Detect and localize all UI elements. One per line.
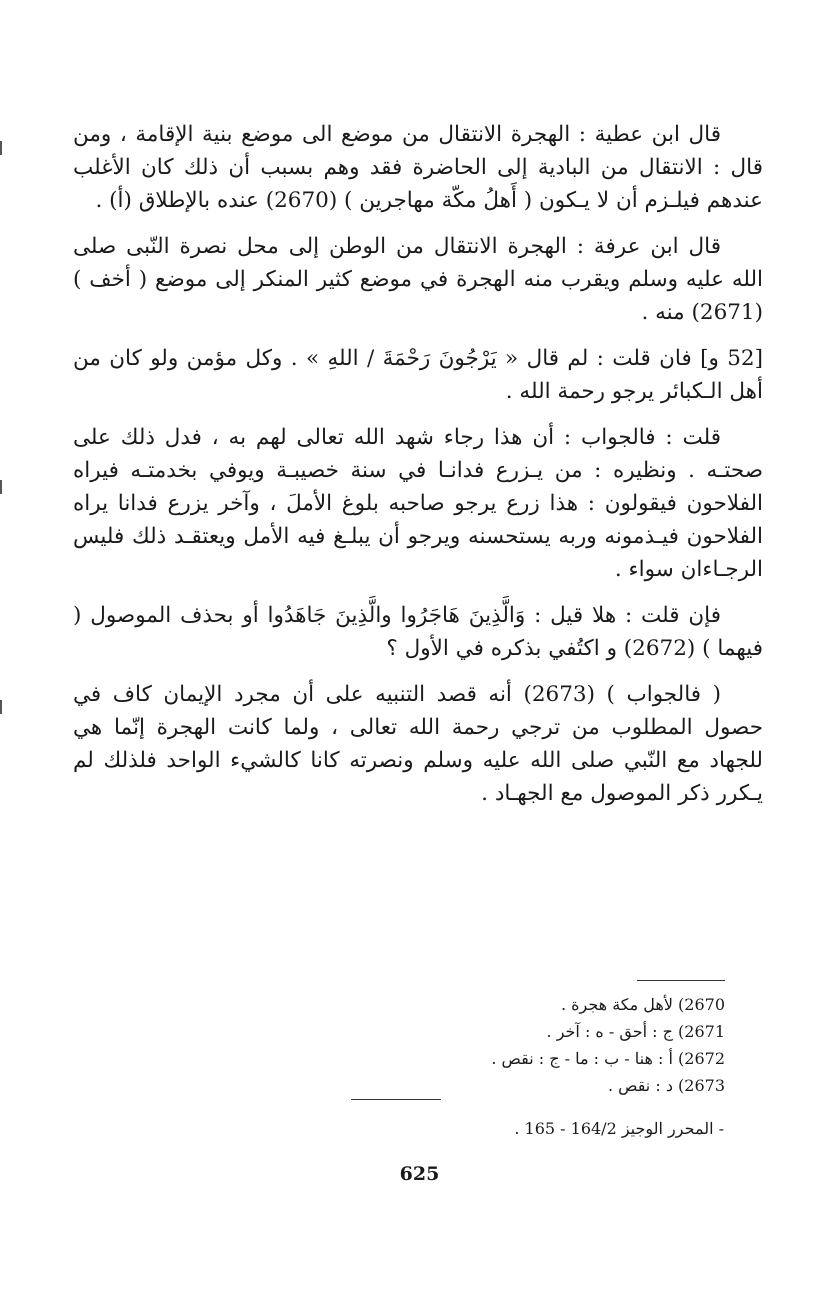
footnote-2671: 2671) ج : أحق - ه : آخر . (546, 1022, 725, 1041)
footnote-2670: 2670) لأهل مكة هجرة . (560, 995, 725, 1014)
paragraph-ibn-atiyya: قال ابن عطية : الهجرة الانتقال من موضع الى موضع بنية الإقامة ، ومن قال : الانتقال من البادية إلى الحاضرة فقد وهم بسبب أن ذلك كان الأغلب عندهم فيلـزم أن لا يـكون ( أَهلُ مكّة مهاجرين ) (2670) عنده بالإطلاق (أ) . (73, 122, 763, 213)
paragraph-question-mawsul: فإن قلت : هلا قيل : وَالَّذِينَ هَاجَرُوا والَّذِينَ جَاهَدُوا أو بحذف الموصول ( فيهما ) (2672) و اكتُفي بذكره في الأول ؟ (73, 603, 763, 661)
footnote-separator (637, 980, 725, 981)
footnotes (225, 991, 725, 1099)
paragraph-question-rahma: [52 و] فان قلت : لم قال « يَرْجُونَ رَحْمَةَ / اللهِ » . وكل مؤمن ولو كان من أهل الـكبائر يرجو رحمة الله . (73, 346, 763, 404)
footnote-2673: 2673) د : نقص . (607, 1076, 725, 1095)
scan-edge-mark (0, 480, 2, 494)
paragraph-answer-rajaa: قلت : فالجواب : أن هذا رجاء شهد الله تعالى لهم به ، فدل ذلك على صحتـه . ونظيره : من يـزرع فدانـا في سنة خصيبـة ويوفي بخدمتـه فيراه الفلاحون فيقولون : هذا زرع يرجو صاحبه بلوغ الأملَ ، وآخر يزرع فدانا يراه الفلاحون فيـذمونه وربه يستحسنه ويرجو أن يبلـغ فيه الأمل ويعتقـد ذلك فليس الرجـاءان سواء . (73, 425, 763, 582)
source-separator (351, 1099, 441, 1100)
paragraph-answer-mawsul: ( فالجواب ) (2673) أنه قصد التنبيه على أن مجرد الإيمان كاف في حصول المطلوب من ترجي رحمة الله تعالى ، ولما كانت الهجرة إنّما هي للجهاد مع النّبي صلى الله عليه وسلم ونصرته كانا كالشيء الواحد فلذلك لم يـكرر ذكر الموصول مع الجهـاد . (73, 682, 763, 806)
scan-edge-mark (0, 700, 2, 714)
main-text (73, 118, 763, 823)
paragraph-ibn-arafa: قال ابن عرفة : الهجرة الانتقال من الوطن إلى محل نصرة النّبى صلى الله عليه وسلم ويقرب منه الهجرة في موضع كثير المنكر إلى موضع ( أخف ) (2671) منه . (73, 234, 763, 325)
footnote-2672: 2672) أ : هنا - ب : ما - ج : نقص . (491, 1049, 725, 1068)
page-number: 625 (399, 1163, 440, 1185)
scan-edge-mark (0, 141, 2, 155)
source-reference: - المحرر الوجيز 164/2 - 165 . (514, 1119, 724, 1138)
